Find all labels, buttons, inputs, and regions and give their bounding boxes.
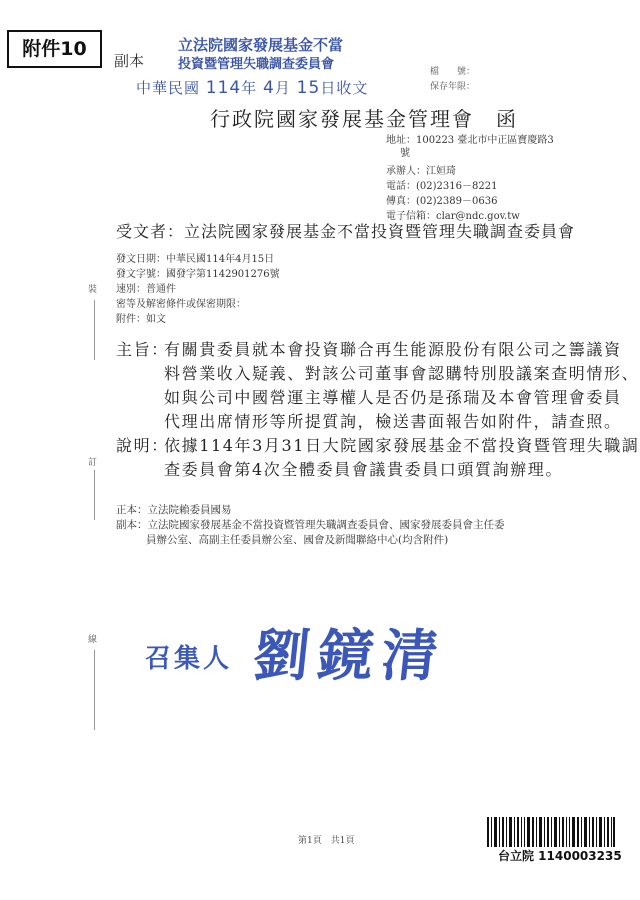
explanation-line-1: 依據114年3月31日大院國家發展基金不當投資暨管理失職調 xyxy=(164,436,640,455)
signature-name: 劉鏡清 xyxy=(250,623,450,689)
subject-line-4: 代理出席情形等所提質詢，檢送書面報告如附件，請查照。 xyxy=(164,412,622,431)
page-number: 第1頁 共1頁 xyxy=(298,836,355,846)
received-year-unit: 年 xyxy=(241,79,258,97)
binding-margin-line xyxy=(94,470,95,520)
retention-label: 保存年限： xyxy=(430,82,476,92)
main-recipient: 正本：立法院賴委員國易 xyxy=(116,504,232,516)
subject-line-2: 料營業收入疑義、對該公司董事會認購特別股議案查明情形、 xyxy=(164,364,640,383)
issue-number: 發文字號：國發字第1142901276號 xyxy=(116,269,280,280)
file-number-label: 檔 號： xyxy=(430,67,476,77)
binding-mark-1: 裝 xyxy=(88,285,98,295)
cc-line-1: 副本：立法院國家發展基金不當投資暨管理失職調查委員會、國家發展委員會主任委 xyxy=(116,519,505,531)
received-month: 4 xyxy=(263,78,275,98)
cc-line-2: 員辦公室、高副主任委員辦公室、國會及新聞聯絡中心(均含附件) xyxy=(146,534,449,546)
explanation-label: 說明： xyxy=(116,436,169,455)
contact-email: 電子信箱：clar@ndc.gov.tw xyxy=(386,211,520,222)
document-title: 行政院國家發展基金管理會 函 xyxy=(210,107,518,131)
subject-line-1: 有關貴委員就本會投資聯合再生能源股份有限公司之籌議資 xyxy=(164,340,622,359)
barcode-icon xyxy=(487,817,615,847)
binding-mark-3: 線 xyxy=(88,635,98,645)
contact-phone: 電話：(02)2316－8221 xyxy=(386,181,498,192)
barcode-label: 台立院 1140003235 xyxy=(498,849,622,863)
attachment-note: 附件：如文 xyxy=(116,314,166,325)
security-classification: 密等及解密條件或保密期限： xyxy=(116,299,246,310)
subject-label: 主旨： xyxy=(116,340,169,359)
received-day: 15 xyxy=(296,78,321,98)
contact-fax: 傳真：(02)2389－0636 xyxy=(386,196,498,207)
received-date-prefix: 中華民國 xyxy=(136,79,201,97)
contact-officer: 承辦人：江姮琦 xyxy=(386,166,456,177)
received-stamp-line1: 立法院國家發展基金不當 xyxy=(178,36,344,54)
binding-mark-2: 訂 xyxy=(88,458,98,468)
issue-date: 發文日期：中華民國114年4月15日 xyxy=(116,254,275,265)
recipient-line: 受文者：立法院國家發展基金不當投資暨管理失職調查委員會 xyxy=(116,222,576,241)
copy-label: 副本 xyxy=(114,52,145,70)
received-year: 114 xyxy=(205,78,242,98)
received-date-stamp xyxy=(136,77,368,98)
subject-line-3: 如與公司中國營運主導權人是否仍是孫瑞及本會管理會委員 xyxy=(164,388,622,407)
attachment-label: 附件10 xyxy=(7,30,102,68)
signature-title: 召集人 xyxy=(145,644,233,674)
speed-classification: 速別：普通件 xyxy=(116,284,176,295)
received-stamp-line2: 投資暨管理失職調查委員會 xyxy=(178,57,335,72)
contact-address-line1: 地址：100223 臺北市中正區寶慶路3 xyxy=(386,135,554,146)
binding-margin-line xyxy=(94,300,95,360)
received-day-unit: 日收文 xyxy=(320,79,369,97)
contact-address-line2: 號 xyxy=(400,148,410,159)
received-month-unit: 月 xyxy=(274,79,291,97)
binding-margin-line xyxy=(94,650,95,730)
explanation-line-2: 查委員會第4次全體委員會議貴委員口頭質詢辦理。 xyxy=(164,460,563,479)
